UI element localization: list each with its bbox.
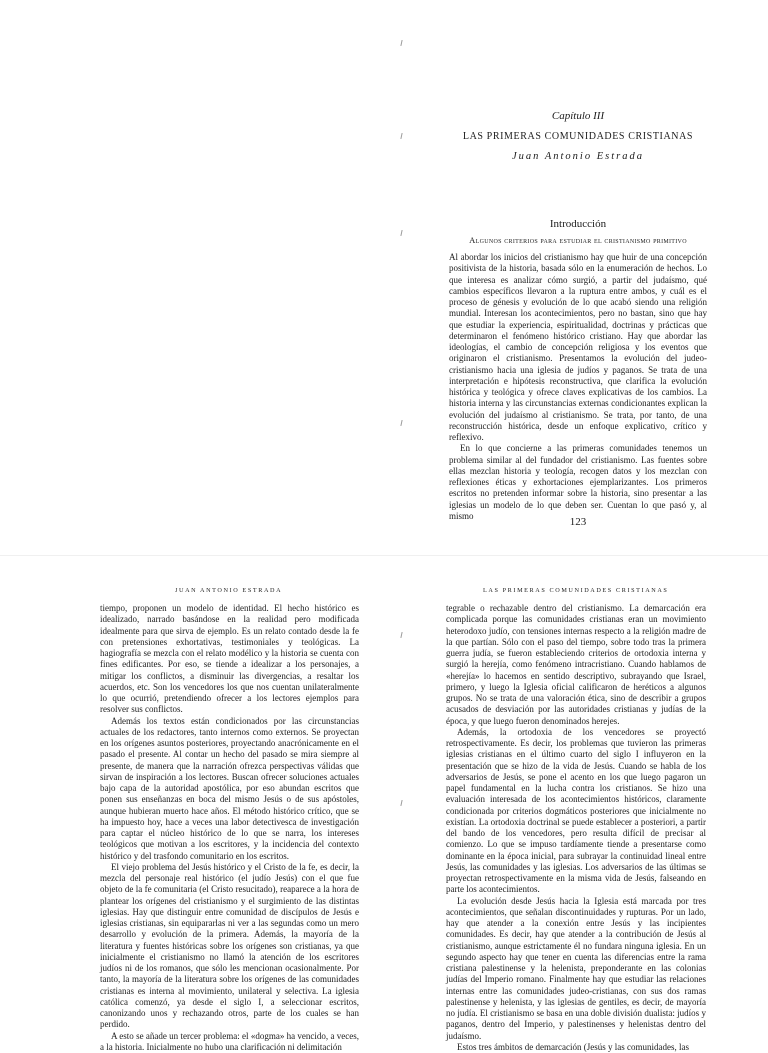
scan-margin-mark [400,420,402,426]
page-number: 123 [448,516,708,528]
right-text-column [446,603,706,1024]
paragraph: A esto se añade un tercer problema: el «dogma» ha vencido, a veces, a la historia. Inicialmente no hubo una clarificación ni delimitación [100,1031,359,1053]
running-head-right: LAS PRIMERAS COMUNIDADES CRISTIANAS [483,587,668,594]
chapter-label: Capítulo III [448,110,708,122]
scan-margin-mark [400,133,402,139]
section-subtitle: Algunos criterios para estudiar el cristianismo primitivo [448,235,708,245]
left-text-column [100,603,359,1024]
paragraph: Al abordar los inicios del cristianismo hay que huir de una concepción positivista de la historia, basada sólo en la enumeración de hechos. Lo que interesa es analizar cómo surgió, a partir del judaísmo, qué cambios específicos llevaron a la ruptura entre ambos, y cuál es el proceso de génesis y evolución de lo que acabó siendo una religión mundial. Interesan los acontecimientos, pero no bastan, sino que hay que estudiar la experiencia, espiritualidad, doctrinas y prácticas que determinaron el fenómeno histórico cristiano. Hay que abordar las ideologías, el cambio de concepción religiosa y los eventos que originaron el cristianismo. Presentamos la evolución del judeo-cristianismo hacia una iglesia de judíos y paganos. Se trata de una interpretación e hipótesis reconstructiva, que clarifica la evolución histórica y teológica y ofrece claves explicativas de los cambios. La historia interna y las circunstancias externas condicionantes explican la evolución del judaísmo al cristianismo. Se trata, por tanto, de una reconstrucción histórica, desde un enfoque explicativo, crítico y reflexivo. [449,252,707,443]
paragraph: tegrable o rechazable dentro del cristianismo. La demarcación era complicada porque las comunidades cristianas eran un movimiento heterodoxo judío, con tensiones internas respecto a la religión madre de la que partían. Sólo con el paso del tiempo, sobre todo tras la primera guerra judía, se fueron estableciendo criterios de ortodoxia interna y surgió la herejía, como fenómeno intracristiano. Cuando hablamos de «herejía» lo hacemos en sentido descriptivo, subrayando que Israel, primero, y luego la Iglesia oficial calificaron de heréticos a algunos grupos. No se trata de una valoración ética, sino de describir a grupos acusados de desviación por las autoridades cristianas y judías de la época, y que luego fueron denominados herejes. [446,603,706,727]
scan-margin-mark [400,230,402,236]
paragraph: tiempo, proponen un modelo de identidad. El hecho histórico es idealizado, narrado basándose en la realidad pero modificada idealmente para que sirva de ejemplo. Es un relato contado desde la fe con pretensiones exhortativas, testimoniales y teológicas. La hagiografía se mezcla con el relato modélico y la historia se cuenta con fines edificantes. Por eso, se tiende a idealizar a los personajes, a mitigar los conflictos, a disminuir las divergencias, a resaltar los acuerdos, etc. Son los vencedores los que nos cuentan unilateralmente lo que ocurrió, pretendiendo ofrecer a los lectores ejemplos para resolver sus conflictos. [100,603,359,716]
section-title: Introducción [448,218,708,230]
paragraph: Estos tres ámbitos de demarcación (Jesús y las comunidades, las [446,1042,706,1053]
intro-text-column [449,252,707,502]
chapter-author: Juan Antonio Estrada [448,151,708,162]
paragraph: La evolución desde Jesús hacia la Iglesia está marcada por tres acontecimientos, que señalan discontinuidades y rupturas. Por un lado, hay que atender a la conexión entre Jesús y las incipientes comunidades. Es decir, hay que atender a la contribución de Jesús al cristianismo, aunque estrictamente él no fundara ninguna iglesia. En un segundo aspecto hay que tener en cuenta las diferencias entre la rama cristiana palestinense y la helenista, preponderante en las colonias judías del Imperio romano. Finalmente hay que estudiar las relaciones internas entre las comunidades judeo-cristianas, con sus dos ramas palestinense y helenista, y las iglesias de gentiles, es decir, de mayoría no judía. El cristianismo se basa en una doble división dualista: judíos y paganos, dentro del Imperio, y palestinenses y helenistas dentro del judaísmo. [446,896,706,1042]
running-head-left: JUAN ANTONIO ESTRADA [175,587,282,594]
paragraph: El viejo problema del Jesús histórico y el Cristo de la fe, es decir, la mezcla del personaje real histórico (el judío Jesús) con el que fue objeto de la fe comunitaria (el Cristo resucitado), reaparece a la hora de plantear los orígenes del cristianismo y el surgimiento de las distintas iglesias. Hay que distinguir entre comunidad de discípulos de Jesús e iglesias cristianas, sin equipararlas ni ver a las segundas como un mero desarrollo y evolución de la primera. Además, la mayoría de la literatura y fuentes históricas sobre los orígenes son cristianas, ya que inicialmente el cristianismo no llamó la atención de los escritores judíos ni de los romanos, que sólo les mencionan ocasionalmente. Por tanto, la mayoría de la literatura sobre los orígenes de las comunidades cristianas es interna al movimiento, unilateral y selectiva. La iglesia católica comenzó, ya desde el siglo I, a seleccionar escritos, canonizando unos y rechazando otros, parte de los cuales se han perdido. [100,862,359,1031]
paragraph: Además, la ortodoxia de los vencedores se proyectó retrospectivamente. Es decir, los problemas que tuvieron las primeras iglesias cristianas en el último cuarto del siglo I influyeron en la presentación que se hizo de la vida de Jesús. Cuando se habla de los adversarios de Jesús, se pone el acento en los que luego pagaron un papel fundamental en la lucha contra los cristianos. Se hizo una evaluación interesada de los acontecimientos históricos, claramente condicionada por criterios dogmáticos posteriores que inicialmente no existían. La ortodoxia doctrinal se puede establecer a posteriori, a partir del bando de los vencedores, pero resulta difícil de precisar al comienzo. Lo que se impuso tardíamente tiende a presentarse como dominante en la época inicial, para subrayar la continuidad lineal entre Jesús, las comunidades y las iglesias. Los adversarios de las últimas se proyectan retrospectivamente en la misma vida de Jesús, falseando en parte los acontecimientos. [446,727,706,896]
scan-margin-mark [400,40,402,46]
chapter-title: LAS PRIMERAS COMUNIDADES CRISTIANAS [448,131,708,142]
paragraph: Además los textos están condicionados por las circunstancias actuales de los redactores, tanto internos como externos. Se proyectan en los orígenes asuntos posteriores, proyectando anacrónicamente en el pasado el presente. Al contar un hecho del pasado se mira siempre al presente, de manera que la narración ofrezca perspectivas válidas que sirvan de inspiración a los lectores. Buscan ofrecer soluciones actuales bajo capa de la autoridad apostólica, por eso abundan escritos que ponen sus enseñanzas en boca del mismo Jesús o de sus apóstoles, aunque hubieran muerto hace años. El método histórico crítico, que se ha impuesto hoy, hace a veces una labor detectivesca de investigación para captar el núcleo histórico de lo que se narra, los intereses teológicos que motivan a los escritores, y la incidencia del contexto histórico y del trasfondo comunitario en los escritos. [100,716,359,862]
paragraph: En lo que concierne a las primeras comunidades tenemos un problema similar al del fundador del cristianismo. Las fuentes sobre ellas mezclan historia y teología, recogen datos y los mezclan con reflexiones éticas y exhortaciones ejemplarizantes. Los primeros escritos no pretenden informar sobre la historia, sino presentar a las iglesias un modelo de lo que deben ser. Cuentan lo que pasó y, al mismo [449,443,707,522]
